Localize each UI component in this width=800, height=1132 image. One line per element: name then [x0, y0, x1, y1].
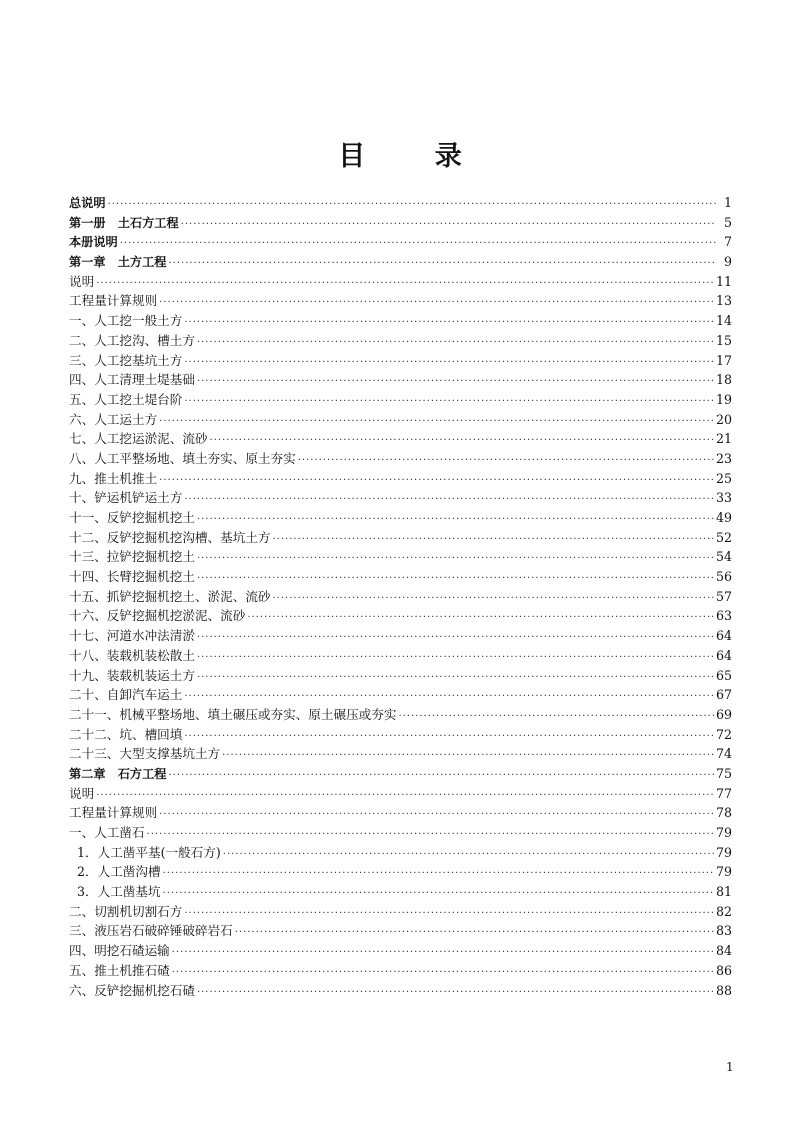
- toc-entry-label: 第二章 石方工程: [69, 766, 167, 781]
- toc-entry-label: 六、反铲挖掘机挖石碴: [69, 982, 195, 998]
- toc-leader-dots: [184, 353, 714, 373]
- toc-entry-label: 3．人工凿基坑: [77, 884, 161, 900]
- page-title: 目 录: [338, 141, 492, 172]
- toc-entry: [69, 272, 732, 292]
- toc-entry-label: 五、推土机推石碴: [69, 962, 170, 978]
- toc-entry-page: 79: [715, 825, 732, 840]
- toc-entry-page: 64: [715, 647, 732, 663]
- toc-entry-label: 五、人工挖土堤台阶: [69, 391, 183, 407]
- toc-leader-dots: [197, 628, 714, 648]
- toc-entry-label: 十六、反铲挖掘机挖淤泥、流砂: [69, 608, 246, 624]
- toc-entry-page: 81: [715, 884, 732, 900]
- toc-entry-label: 二十二、坑、槽回填: [69, 726, 183, 742]
- toc-leader-dots: [159, 805, 714, 825]
- toc-entry-page: 18: [715, 372, 732, 388]
- toc-leader-dots: [184, 490, 714, 510]
- toc-leader-dots: [159, 471, 714, 491]
- toc-entry-page: 49: [715, 510, 732, 525]
- toc-entry: [69, 528, 732, 548]
- toc-entry-page: 17: [715, 352, 732, 368]
- toc-entry-page: 67: [715, 687, 732, 703]
- toc-entry-label: 十八、装载机装松散土: [69, 647, 195, 663]
- toc-entry: [69, 370, 732, 390]
- toc-entry-page: 33: [715, 490, 732, 506]
- toc-entry-page: 54: [715, 549, 732, 565]
- toc-leader-dots: [197, 569, 714, 589]
- toc-leader-dots: [184, 313, 714, 333]
- toc-leader-dots: [172, 943, 714, 963]
- toc-entry-page: 5: [723, 214, 732, 230]
- toc-leader-dots: [169, 766, 714, 786]
- toc-entry-label: 十一、反铲挖掘机挖土: [69, 510, 195, 525]
- toc-entry-label: 第一册 土石方工程: [69, 215, 179, 230]
- toc-leader-dots: [108, 195, 716, 215]
- toc-entry: [69, 232, 732, 252]
- toc-entry: [69, 744, 732, 764]
- toc-entry-page: 79: [715, 844, 732, 860]
- toc-leader-dots: [159, 293, 714, 313]
- toc-entry: [69, 626, 732, 646]
- toc-leader-dots: [197, 333, 714, 353]
- toc-entry: [69, 666, 732, 686]
- toc-entry: [69, 213, 732, 233]
- toc-leader-dots: [197, 510, 714, 530]
- toc-entry: [69, 351, 732, 371]
- toc-entry: [69, 390, 732, 410]
- toc-entry-label: 十九、装载机装运土方: [69, 667, 195, 683]
- toc-entry-page: 56: [715, 569, 732, 585]
- toc-entry-page: 23: [715, 450, 732, 466]
- toc-entry: [69, 429, 732, 449]
- toc-entry: [69, 921, 732, 941]
- toc-entry-label: 第一章 土方工程: [69, 255, 167, 270]
- toc-entry-label: 十二、反铲挖掘机挖沟槽、基坑土方: [69, 529, 271, 545]
- toc-leader-dots: [197, 549, 714, 569]
- toc-entry: [69, 685, 732, 705]
- toc-entry: [69, 981, 732, 1001]
- toc-entry-label: 说明: [69, 273, 95, 289]
- toc-leader-dots: [163, 884, 714, 904]
- toc-leader-dots: [223, 845, 714, 865]
- toc-leader-dots: [235, 923, 714, 943]
- toc-entry-page: 25: [715, 470, 732, 486]
- toc-leader-dots: [197, 372, 714, 392]
- toc-entry-page: 77: [715, 785, 732, 801]
- toc-entry: [69, 508, 732, 528]
- toc-entry: [69, 823, 732, 843]
- toc-entry-page: 15: [715, 332, 732, 348]
- toc-leader-dots: [147, 825, 714, 845]
- toc-leader-dots: [273, 530, 714, 550]
- toc-entry-label: 十四、长臂挖掘机挖土: [69, 569, 195, 585]
- toc-leader-dots: [197, 983, 714, 1003]
- table-of-contents: [69, 193, 732, 1000]
- toc-entry-page: 13: [715, 293, 732, 309]
- toc-entry-label: 八、人工平整场地、填土夯实、原土夯实: [69, 450, 296, 466]
- toc-leader-dots: [273, 589, 714, 609]
- toc-entry: [69, 862, 732, 882]
- toc-entry-label: 十五、抓铲挖掘机挖土、淤泥、流砂: [69, 588, 271, 604]
- toc-leader-dots: [184, 727, 714, 747]
- toc-entry-page: 21: [715, 431, 732, 447]
- toc-leader-dots: [163, 864, 714, 884]
- toc-entry: [69, 567, 732, 587]
- toc-entry-label: 三、液压岩石破碎锤破碎岩石: [69, 923, 233, 939]
- toc-entry: [69, 725, 732, 745]
- toc-entry-label: 十三、拉铲挖掘机挖土: [69, 549, 195, 565]
- toc-entry-page: 83: [715, 923, 732, 939]
- toc-leader-dots: [96, 274, 714, 294]
- toc-entry: [69, 587, 732, 607]
- toc-leader-dots: [96, 786, 714, 806]
- toc-entry: [69, 882, 732, 902]
- toc-entry-page: 82: [715, 903, 732, 919]
- toc-leader-dots: [184, 904, 714, 924]
- toc-entry-label: 1．人工凿平基(一般石方): [77, 844, 221, 860]
- toc-entry-label: 总说明: [69, 196, 106, 210]
- toc-entry-label: 十七、河道水冲法清淤: [69, 628, 195, 644]
- toc-entry: [69, 331, 732, 351]
- toc-entry-label: 二、人工挖沟、槽土方: [69, 332, 195, 348]
- toc-entry-page: 7: [723, 234, 732, 250]
- toc-leader-dots: [197, 668, 714, 688]
- toc-leader-dots: [197, 648, 714, 668]
- toc-entry: [69, 469, 732, 489]
- toc-entry-page: 88: [715, 982, 732, 998]
- toc-entry-label: 一、人工挖一般土方: [69, 313, 183, 329]
- toc-leader-dots: [120, 234, 716, 254]
- toc-entry-label: 七、人工挖运淤泥、流砂: [69, 431, 208, 447]
- toc-leader-dots: [172, 963, 714, 983]
- toc-entry-label: 工程量计算规则: [69, 293, 158, 309]
- toc-entry: [69, 705, 732, 725]
- page-number: 1: [726, 1060, 734, 1074]
- toc-leader-dots: [398, 707, 714, 727]
- toc-entry-label: 二十一、机械平整场地、填土碾压或夯实、原土碾压或夯实: [69, 706, 397, 722]
- toc-leader-dots: [247, 608, 714, 628]
- toc-entry-page: 65: [715, 667, 732, 683]
- toc-entry-page: 11: [715, 273, 732, 289]
- toc-entry-page: 74: [715, 746, 732, 762]
- toc-entry-page: 75: [715, 765, 732, 781]
- toc-entry-label: 一、人工凿石: [69, 825, 145, 840]
- toc-entry: [69, 902, 732, 922]
- toc-entry: [69, 784, 732, 804]
- toc-entry: [69, 843, 732, 863]
- toc-entry-page: 84: [715, 943, 732, 959]
- toc-leader-dots: [159, 412, 714, 432]
- toc-entry: [69, 961, 732, 981]
- toc-entry-label: 二十三、大型支撑基坑土方: [69, 746, 221, 762]
- toc-leader-dots: [181, 215, 716, 235]
- toc-leader-dots: [184, 392, 714, 412]
- toc-entry-page: 52: [715, 529, 732, 545]
- toc-entry-label: 四、人工清理土堤基础: [69, 372, 195, 388]
- toc-entry-page: 86: [715, 962, 732, 978]
- toc-entry-label: 二、切割机切割石方: [69, 903, 183, 919]
- toc-entry-page: 78: [715, 805, 732, 821]
- toc-entry-label: 四、明挖石碴运输: [69, 943, 170, 959]
- toc-entry-page: 64: [715, 628, 732, 644]
- toc-entry-page: 69: [715, 706, 732, 722]
- toc-entry: [69, 764, 732, 784]
- toc-entry: [69, 193, 732, 213]
- toc-entry: [69, 252, 732, 272]
- toc-entry-label: 九、推土机推土: [69, 470, 158, 486]
- toc-entry-label: 工程量计算规则: [69, 805, 158, 821]
- toc-entry-page: 57: [715, 588, 732, 604]
- toc-entry-page: 72: [715, 726, 732, 742]
- toc-entry: [69, 803, 732, 823]
- toc-entry: [69, 410, 732, 430]
- toc-entry: [69, 449, 732, 469]
- toc-entry-page: 9: [723, 254, 732, 270]
- toc-leader-dots: [222, 746, 714, 766]
- toc-entry-page: 63: [715, 608, 732, 624]
- toc-entry-page: 14: [715, 313, 732, 329]
- toc-entry-label: 2．人工凿沟槽: [77, 864, 161, 880]
- toc-entry-page: 79: [715, 864, 732, 880]
- toc-entry-label: 十、铲运机铲运土方: [69, 490, 183, 506]
- toc-entry: [69, 547, 732, 567]
- toc-entry-label: 六、人工运土方: [69, 411, 158, 427]
- toc-entry-label: 本册说明: [69, 235, 118, 250]
- toc-entry: [69, 291, 732, 311]
- toc-entry: [69, 646, 732, 666]
- toc-leader-dots: [298, 451, 714, 471]
- toc-entry: [69, 606, 732, 626]
- toc-entry-page: 20: [715, 411, 732, 427]
- toc-entry: [69, 311, 732, 331]
- toc-entry-label: 三、人工挖基坑土方: [69, 352, 183, 368]
- toc-entry-page: 19: [715, 391, 732, 407]
- toc-entry: [69, 941, 732, 961]
- toc-entry-label: 二十、自卸汽车运土: [69, 687, 183, 703]
- toc-leader-dots: [169, 254, 717, 274]
- toc-entry-label: 说明: [69, 785, 95, 801]
- toc-entry: [69, 488, 732, 508]
- toc-entry-page: 1: [723, 195, 732, 210]
